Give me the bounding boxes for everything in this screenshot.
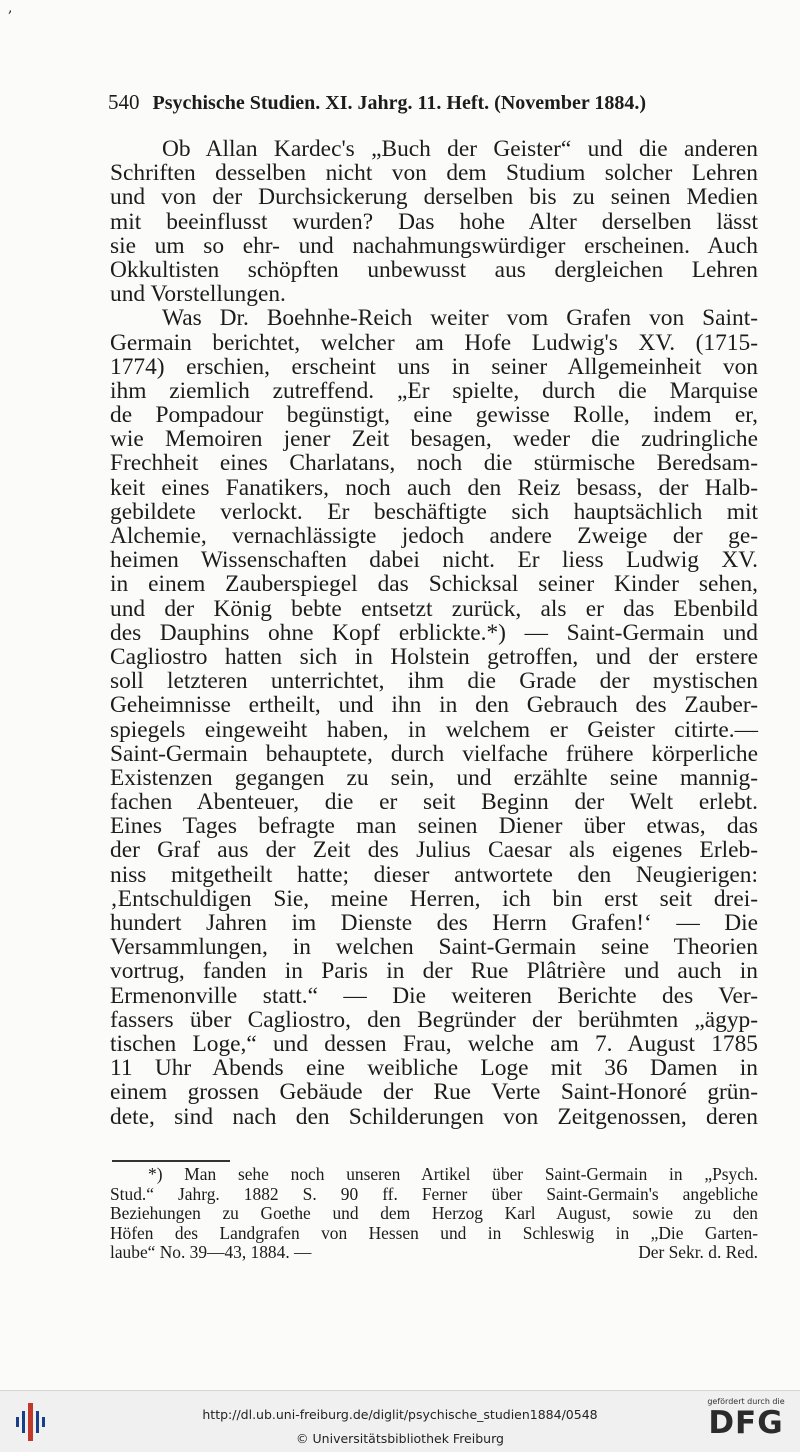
text-line: vortrug, fanden in Paris in der Rue Plâtrière und auch in [110,958,758,985]
footnote [110,1165,758,1263]
text-line: Germain berichtet, welcher am Hofe Ludwig's XV. (1715- [110,329,758,356]
footnote-divider [112,1160,230,1162]
text-line: Ob Allan Kardec's „Buch der Geister“ und die anderen [162,136,758,162]
text-line: Versammlungen, in welchen Saint-Germain seine Theorien [110,934,758,961]
text-line: 11 Uhr Abends eine weibliche Loge mit 36 Damen in [110,1055,758,1082]
footnote-line: laube“ No. 39—43, 1884. — [110,1242,312,1263]
text-line: tischen Loge,“ und dessen Frau, welche am 7. August 1785 [110,1030,758,1057]
footnote-line: Beziehungen zu Goethe und dem Herzog Karl August, sowie zu den [110,1203,758,1224]
text-line: soll letzteren unterrichtet, ihm die Grade der mystischen [110,668,758,695]
scan-mark: , [8,0,13,16]
viewer-footer [0,1390,800,1452]
footnote-last-line [110,1243,758,1263]
text-line: Ermenonville statt.“ — Die weiteren Berichte des Ver- [110,982,758,1009]
copyright-notice: © Universitätsbibliothek Freiburg [296,1431,504,1446]
text-line: mit beeinflusst wurden? Das hohe Alter derselben lässt [110,208,758,235]
text-line: Geheimnisse ertheilt, und ihn in den Gebrauch des Zauber- [110,692,758,719]
text-line: Alchemie, vernachlässigte jedoch andere Zweige der ge- [110,523,758,549]
page-number: 540 [108,90,140,114]
text-line: ‚Entschuldigen Sie, meine Herren, ich bin erst seit drei- [110,885,758,912]
text-line: fachen Abenteuer, die er seit Beginn der Welt erlebt. [110,789,758,816]
text-line: in einem Zauberspiegel das Schicksal seiner Kinder sehen, [110,571,758,598]
editor-signature: Der Sekr. d. Red. [638,1242,758,1263]
footnote-line: *) Man sehe noch unseren Artikel über Saint-Germain in „Psych. [148,1164,758,1184]
text-line: Schriften desselben nicht von dem Studium solcher Lehren [110,160,758,187]
text-line: dete, sind nach den Schilderungen von Zeitgenossen, deren [110,1103,758,1130]
dfg-logo [700,1397,792,1447]
text-line: einem grossen Gebäude der Rue Verte Saint-Honoré grün- [110,1079,758,1106]
text-line: Was Dr. Boehnhe-Reich weiter vom Grafen von Saint- [162,305,758,332]
text-line: Saint-Germain behauptete, durch vielfache frühere körperliche [110,740,758,767]
text-line: spiegels eingeweiht haben, in welchem er Geister citirte.— [110,716,758,743]
text-line: Frechheit eines Charlatans, noch die stürmische Beredsam- [110,450,758,477]
text-line: wie Memoiren jener Zeit besagen, weder die zudringliche [110,426,758,453]
text-line: und der König bebte entsetzt zurück, als er das Ebenbild [110,595,758,622]
text-line: de Pompadour begünstigt, eine gewisse Rolle, indem er, [110,402,758,429]
text-line: Eines Tages befragte man seinen Diener über etwas, das [110,813,758,840]
dfg-caption: gefördert durch die [707,1397,785,1406]
permalink-url[interactable]: http://dl.ub.uni-freiburg.de/diglit/psychische_studien1884/0548 [202,1407,598,1422]
text-line: hundert Jahren im Dienste des Herrn Grafen!‘ — Die [110,910,758,936]
running-head [108,90,758,115]
text-line: der Graf aus der Zeit des Julius Caesar als eigenes Erleb- [110,837,758,864]
text-line: Cagliostro hatten sich in Holstein getroffen, und der erstere [110,643,758,670]
dfg-wordmark: DFG [708,1405,784,1441]
text-line: und Vorstellungen. [110,281,286,308]
text-line: und von der Durchsickerung derselben bis zu seinen Medien [110,184,758,211]
text-line: gebildete verlockt. Er beschäftigte sich hauptsächlich mit [110,498,758,525]
text-line: keit eines Fanatikers, noch auch den Reiz besass, der Halb- [110,474,758,501]
body-text [110,137,758,1129]
footnote-line: Höfen des Landgrafen von Hessen und in Schleswig in „Die Garten- [110,1222,758,1243]
text-line: Okkultisten schöpften unbewusst aus dergleichen Lehren [110,256,758,283]
text-line: 1774) erschien, erscheint uns in seiner Allgemeinheit von [110,353,758,380]
text-line: Existenzen gegangen zu sein, und erzählte seine mannig- [110,764,758,791]
journal-title: Psychische Studien. XI. Jahrg. 11. Heft. (November 1884.) [152,92,646,114]
text-line: sie um so ehr- und nachahmungswürdiger erscheinen. Auch [110,232,758,259]
footnote-line: Stud.“ Jahrg. 1882 S. 90 ff. Ferner über Saint-Germain's angebliche [110,1183,758,1204]
text-line: niss mitgetheilt hatte; dieser antwortete den Neugierigen: [110,861,758,888]
text-line: ihm ziemlich zutreffend. „Er spielte, durch die Marquise [110,377,758,404]
text-line: fassers über Cagliostro, den Begründer der berühmten „ägyp- [110,1006,758,1033]
text-line: heimen Wissenschaften dabei nicht. Er liess Ludwig XV. [110,547,758,574]
text-line: des Dauphins ohne Kopf erblickte.*) — Saint-Germain und [110,619,758,646]
